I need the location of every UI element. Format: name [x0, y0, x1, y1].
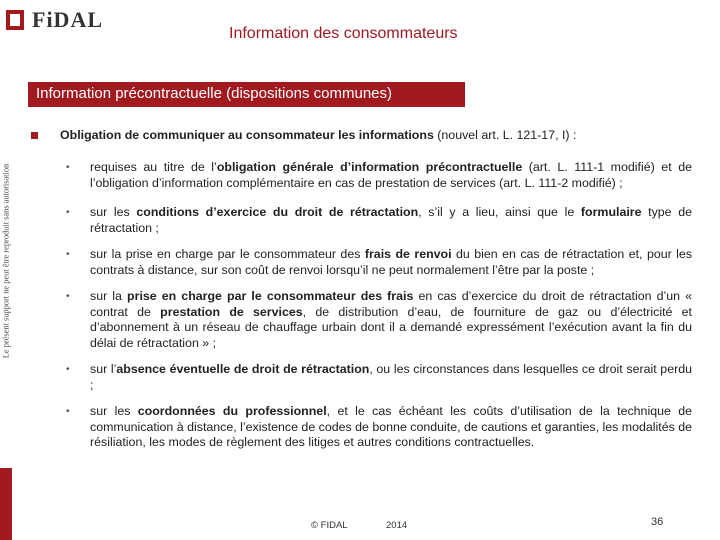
item-text: sur la prise en charge par le consommateur des — [90, 247, 365, 261]
fidal-logo — [6, 8, 118, 32]
bullet-icon: • — [66, 364, 70, 375]
bullet-icon: • — [66, 207, 70, 218]
item-text: (art. L. 111-1 modifié) et de l’obligation d’information complémentaire en cas de prestation de services (art. L. 111-2 modifié) ; — [90, 160, 692, 190]
emphasis-text: obligation générale d’information précontractuelle — [216, 160, 523, 174]
footer-copyright: © FIDAL — [311, 520, 348, 531]
emphasis-text: formulaire — [580, 205, 642, 219]
item-text: sur l’ — [90, 362, 117, 376]
list-item — [62, 289, 692, 351]
logo-text: FiDAL — [32, 7, 103, 32]
item-text: , s’il y a lieu, ainsi que le — [418, 205, 581, 219]
emphasis-text: absence éventuelle de droit de rétractation — [116, 362, 370, 376]
list-item — [62, 247, 692, 278]
side-notice — [0, 145, 12, 377]
list-item — [62, 404, 692, 451]
footer-year: 2014 — [386, 520, 408, 531]
page-title: Information des consommateurs — [229, 25, 458, 42]
item-text: type de rétractation ; — [90, 205, 693, 235]
bullet-icon: • — [66, 249, 70, 260]
square-bullet-icon — [31, 132, 38, 139]
list-item — [62, 205, 692, 236]
logo-mark-icon — [6, 10, 24, 30]
item-text: sur les — [90, 205, 137, 219]
intro-bold: Obligation de communiquer au consommateur les informations — [60, 128, 434, 142]
bullet-icon: • — [66, 291, 70, 302]
list-item — [62, 160, 692, 191]
item-text: en cas d’exercice du droit de rétractation d’un « contrat de — [90, 289, 692, 319]
emphasis-text: coordonnées du professionnel — [137, 404, 327, 418]
page-number: 36 — [651, 516, 664, 528]
emphasis-text: frais de renvoi — [364, 247, 452, 261]
bullet-list — [62, 160, 692, 451]
intro-rest: (nouvel art. L. 121-17, I) : — [433, 128, 577, 142]
item-text: sur les — [90, 404, 138, 418]
item-text: , et le cas échéant les coûts d’utilisation de la technique de communication à distance, l’existence de codes de bonne conduite, de cautions et garanties, les modalités de résiliation, les modes de règlement des litiges et autres conditions contractuelles. — [90, 404, 693, 449]
intro-line — [60, 127, 576, 143]
side-accent-bar — [0, 468, 12, 540]
emphasis-text: conditions d’exercice du droit de rétractation — [136, 205, 419, 219]
list-item — [62, 362, 692, 393]
bullet-icon: • — [66, 406, 70, 417]
section-banner: Information précontractuelle (dispositions communes) — [28, 82, 465, 107]
emphasis-text: prestation de services — [160, 304, 303, 319]
side-notice-text: Le présent support ne peut être reproduit sans autorisation — [1, 163, 11, 359]
bullet-icon: • — [66, 162, 70, 173]
item-text: requises au titre de l’ — [90, 160, 217, 174]
item-text: , de distribution d’eau, de fourniture de gaz ou d’électricité et d’abonnement à un réseau de chauffage urbain dont il a demandé expressément l’exécution avant la fin du délai de rétractation » ; — [90, 304, 692, 350]
item-text: sur la — [90, 289, 128, 303]
emphasis-text: prise en charge par le consommateur des frais — [127, 289, 414, 303]
item-text: du bien en cas de rétractation et, pour les contrats à distance, sur son coût de renvoi lorsqu’il ne peut normalement l’être par la poste ; — [90, 247, 693, 277]
item-text: , ou les circonstances dans lesquelles ce droit serait perdu ; — [90, 362, 693, 392]
